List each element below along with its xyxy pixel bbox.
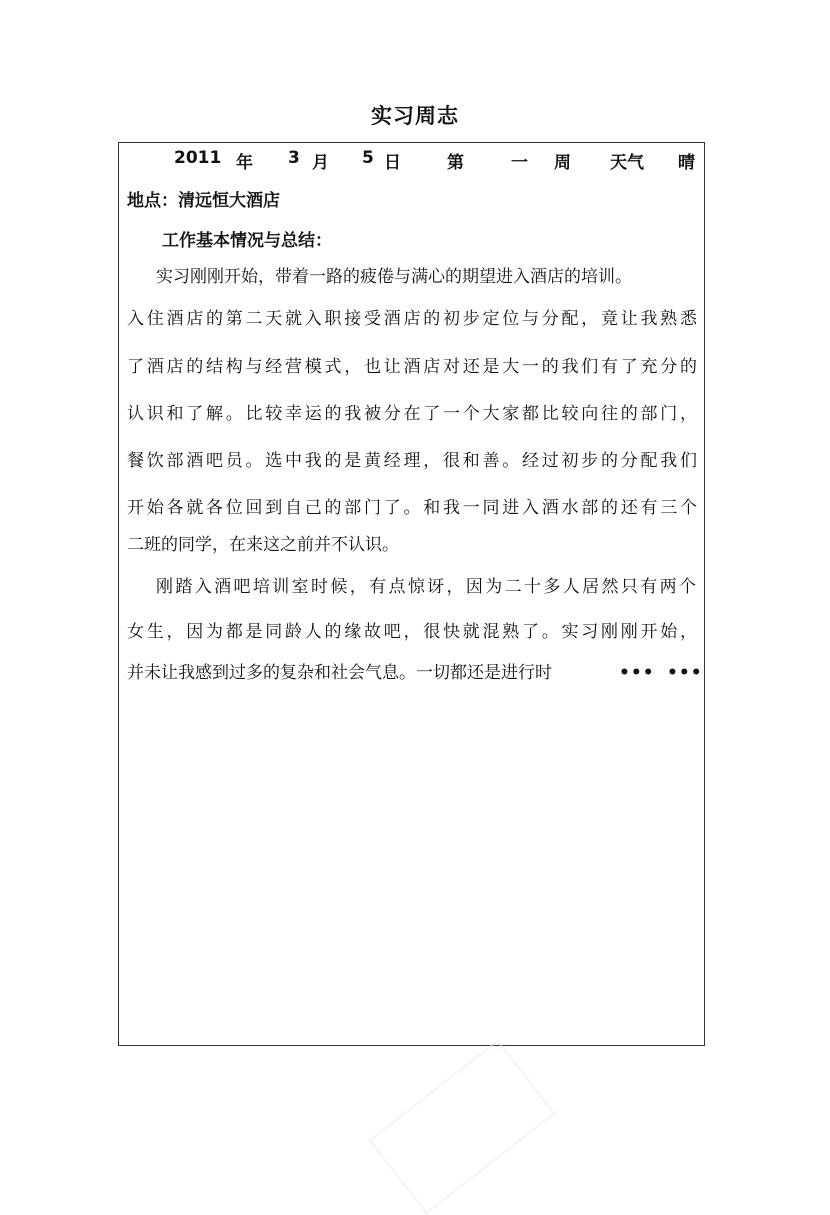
section-heading: 工作基本情况与总结： <box>162 231 332 251</box>
body-line: 并未让我感到过多的复杂和社会气息。一切都还是进行时 <box>127 663 552 683</box>
weather-value: 晴 <box>678 153 695 173</box>
body-line: 认识和了解。比较幸运的我被分在了一个大家都比较向往的部门， <box>127 404 697 424</box>
body-line: 刚踏入酒吧培训室时候，有点惊讶，因为二十多人居然只有两个 <box>156 577 696 597</box>
ellipsis: ••• <box>619 663 655 683</box>
location: 地点：清远恒大酒店 <box>127 191 280 211</box>
weather-label: 天气 <box>610 153 644 173</box>
year-unit: 年 <box>236 153 253 173</box>
body-line: 餐饮部酒吧员。选中我的是黄经理，很和善。经过初步的分配我们 <box>127 451 697 471</box>
month-unit: 月 <box>312 153 329 173</box>
document-title: 实习周志 <box>371 104 459 128</box>
body-line: 二班的同学，在来这之前并不认识。 <box>127 535 399 555</box>
ellipsis: ••• <box>667 663 703 683</box>
date-row <box>118 148 705 172</box>
day-value: 5 <box>362 148 374 168</box>
week-number: 一 <box>511 153 528 173</box>
watermark-shape <box>368 1039 555 1214</box>
year-value: 2011 <box>174 148 222 168</box>
body-line: 女生，因为都是同龄人的缘故吧，很快就混熟了。实习刚刚开始， <box>127 622 697 642</box>
week-unit: 周 <box>554 153 571 173</box>
body-line: 了酒店的结构与经营模式，也让酒店对还是大一的我们有了充分的 <box>127 357 697 377</box>
week-prefix: 第 <box>447 153 464 173</box>
day-unit: 日 <box>384 153 401 173</box>
body-line: 实习刚刚开始，带着一路的疲倦与满心的期望进入酒店的培训。 <box>156 267 632 287</box>
body-line: 开始各就各位回到自己的部门了。和我一同进入酒水部的还有三个 <box>127 498 697 518</box>
month-value: 3 <box>288 148 300 168</box>
body-line: 入住酒店的第二天就入职接受酒店的初步定位与分配，竟让我熟悉 <box>127 309 697 329</box>
